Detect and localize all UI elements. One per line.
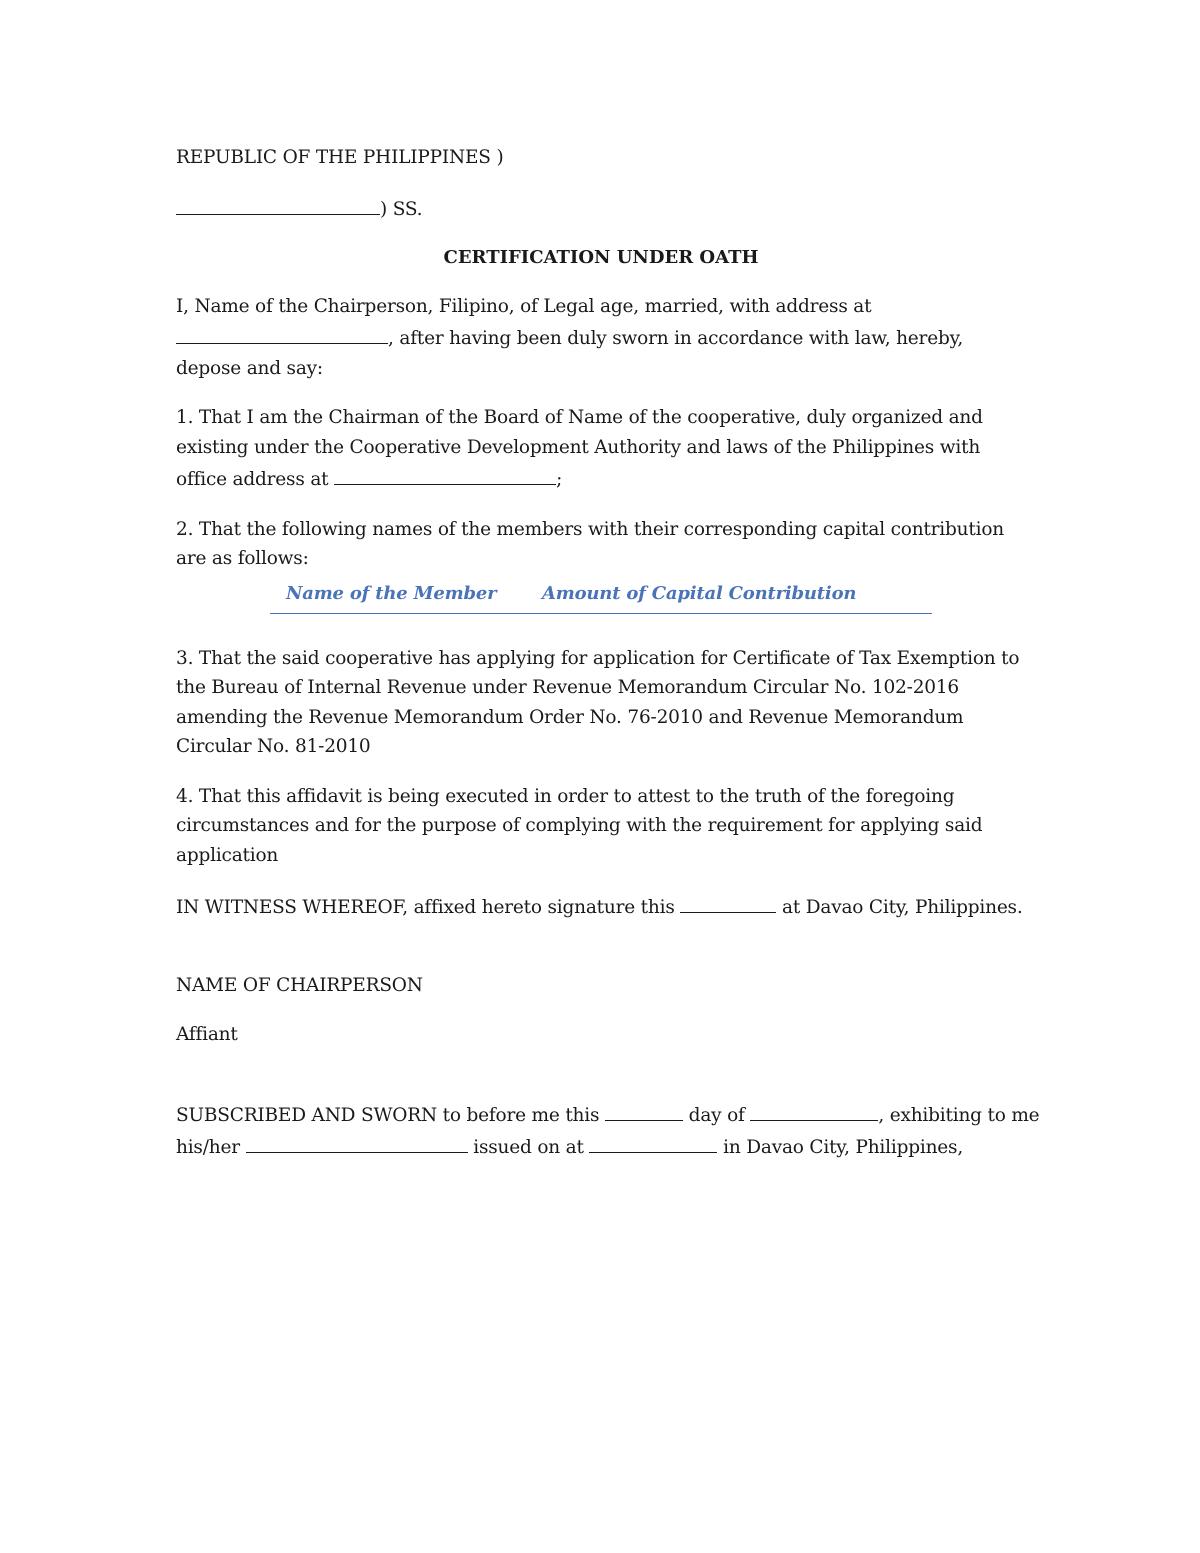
para4-line-1: 4. That this affidavit is being executed in order to attest to the truth of the foregoing	[176, 785, 955, 807]
jurat-day-blank[interactable]	[605, 1098, 683, 1121]
jurat-text-1: SUBSCRIBED AND SWORN to before me this	[176, 1104, 600, 1126]
document-title: CERTIFICATION UNDER OATH	[443, 247, 759, 268]
jurat-line-1	[176, 1098, 1040, 1131]
para2-line-2: are as follows:	[176, 548, 309, 569]
para3-line-1: 3. That the said cooperative has applying for application for Certificate of Tax Exemption to	[176, 647, 1020, 669]
jurat-line-2	[176, 1130, 1026, 1163]
jurat-text-4: his/her	[176, 1137, 240, 1158]
para3-line-4: Circular No. 81-2010	[176, 736, 371, 757]
witness-line	[176, 890, 1026, 923]
para3-line-3: amending the Revenue Memorandum Order No. 76-2010 and Revenue Memorandum	[176, 706, 964, 728]
intro-line-2-text: , after having been duly sworn in accordance with law, hereby,	[388, 328, 964, 349]
para4-line-3: application	[176, 844, 279, 866]
para1-line-1: 1. That I am the Chairman of the Board of Name of the cooperative, duly organized and	[176, 407, 983, 428]
para1-semicolon: ;	[556, 469, 563, 490]
jurat-id-blank[interactable]	[246, 1130, 468, 1153]
venue-blank[interactable]	[176, 192, 380, 215]
para4-line-2: circumstances and for the purpose of complying with the requirement for applying said	[176, 815, 983, 836]
office-address-blank[interactable]	[334, 462, 556, 485]
jurat-text-5: issued on at	[473, 1137, 584, 1158]
para2-line-1: 2. That the following names of the members with their corresponding capital contribution	[176, 518, 1004, 540]
col-member-name: Name of the Member	[286, 582, 497, 604]
jurat-month-blank[interactable]	[750, 1098, 878, 1121]
col-capital-contribution: Amount of Capital Contribution	[542, 582, 857, 604]
para3-line-2: the Bureau of Internal Revenue under Revenue Memorandum Circular No. 102-2016	[176, 677, 959, 698]
ss-label: ) SS.	[380, 198, 423, 220]
jurat-text-3: , exhibiting to me	[878, 1104, 1040, 1126]
jurat-text-2: day of	[688, 1104, 745, 1126]
chairperson-address-blank[interactable]	[176, 321, 388, 344]
signatory-role: Affiant	[176, 1024, 238, 1045]
witness-location: at Davao City, Philippines.	[782, 897, 1023, 918]
para1-line-3-text: office address at	[176, 469, 329, 490]
intro-line-3: depose and say:	[176, 357, 323, 379]
venue-line	[176, 192, 1026, 225]
document-page	[176, 143, 1040, 1163]
jurat-place-blank[interactable]	[589, 1130, 717, 1153]
witness-text: IN WITNESS WHEREOF, affixed hereto signature this	[176, 897, 675, 918]
table-header-rule	[270, 613, 932, 614]
jurat-text-6: in Davao City, Philippines,	[723, 1137, 964, 1158]
intro-line-2	[176, 321, 1026, 354]
member-table-header	[176, 574, 1026, 620]
intro-line-1: I, Name of the Chairperson, Filipino, of Legal age, married, with address at	[176, 295, 872, 317]
para1-line-3	[176, 462, 1026, 495]
para1-line-2: existing under the Cooperative Development Authority and laws of the Philippines with	[176, 436, 981, 458]
republic-line: REPUBLIC OF THE PHILIPPINES )	[176, 147, 504, 168]
signatory-name: NAME OF CHAIRPERSON	[176, 974, 423, 996]
witness-date-blank[interactable]	[680, 890, 776, 913]
